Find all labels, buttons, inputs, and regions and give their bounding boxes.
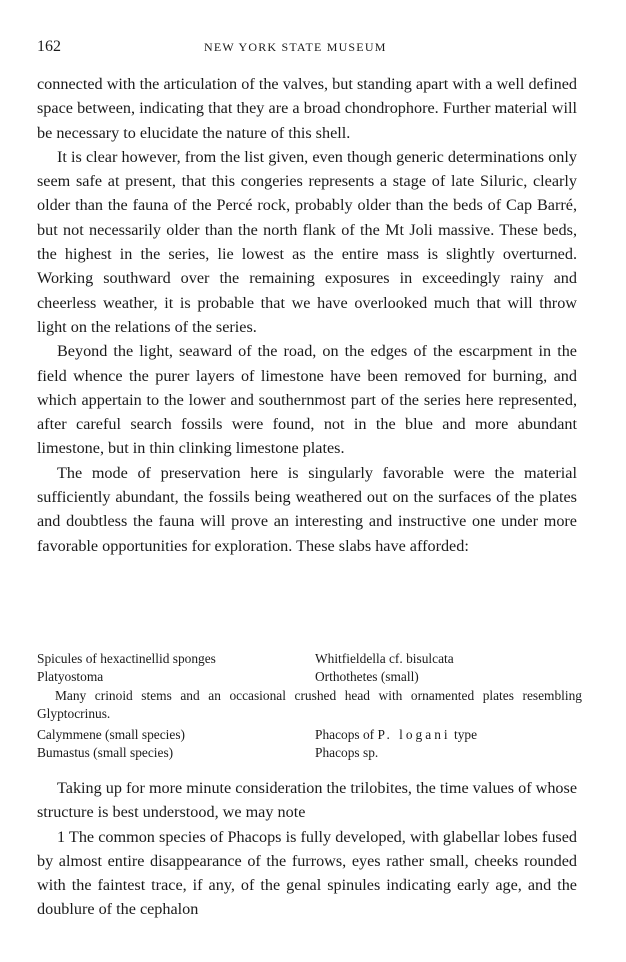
fossil-name: Orthothetes (small) [315,668,419,684]
fossil-row [37,744,582,762]
fossil-name: Whitfieldella cf. bisulcata [315,651,454,666]
fossil-name-suffix: type [450,727,478,742]
running-head: NEW YORK STATE MUSEUM [204,40,387,54]
body-text [37,72,577,558]
fossil-row [37,726,582,744]
fossil-name-prefix: Phacops [315,744,363,760]
paragraph: Beyond the light, seaward of the road, on the edges of the escarpment in the field whence the purer layers of limestone have been removed for burning, and which appertain to the lower and southernmost part of the series here represented, after careful search fossils were found, not in the blue and more abundant limestone, but in thin clinking limestone plates. [37,342,577,458]
paragraph: Taking up for more minute consideration the trilobites, the time values of whose structure is best understood, we may note [37,779,577,822]
fossil-name [315,726,582,744]
fossil-name: Calymmene (small species) [37,727,185,742]
fossil-row [37,668,582,686]
fossil-note: Many crinoid stems and an occasional crushed head with ornamented plates resembling Glyptocrinus. [37,688,582,721]
fossil-name: Bumastus (small species) [37,744,174,760]
fossil-name [315,744,582,762]
fossil-name: Platyostoma [37,668,104,684]
paragraph: It is clear however, from the list given, even though generic determinations only seem safe at present, that this congeries represents a stage of late Siluric, clearly older than the fauna of the Percé rock, probably older than the beds of Cap Barré, but not necessarily older than the north flank of the Mt Joli massive. These beds, the highest in the series, lie lowest as the entire mass is slightly overturned. Working southward over the remaining exposures in exceedingly rainy and cheerless weather, it is probable that we have overlooked much that will throw light on the relations of the series. [37,147,577,336]
closing-text [37,776,577,922]
paragraph-continued: connected with the articulation of the valves, but standing apart with a well defined space between, indicating that they are a broad chondrophore. Further material will be necessary to elucidate the nature of this shell. [37,75,577,142]
paragraph: 1 The common species of Phacops is fully developed, with glabellar lobes fused by almost entire disappearance of the furrows, eyes rather small, cheeks rounded with the faintest trace, if any, of the genal spinules indicating early age, and the doublure of the cephalon [37,827,577,919]
fossil-species-spaced: P. logani [377,727,451,742]
fossil-name-suffix: sp. [362,744,379,760]
fossil-name-prefix: Phacops of [315,727,378,742]
page-number: 162 [37,38,61,55]
fossil-row [37,650,582,668]
paragraph: The mode of preservation here is singularly favorable were the material sufficiently abundant, the fossils being weathered out on the surfaces of the plates and doubtless the fauna will prove an interesting and instructive one under more favorable opportunities for exploration. These slabs have afforded: [37,463,577,555]
fossil-name: Spicules of hexactinellid sponges [37,651,216,666]
page-header [37,38,577,58]
fossil-list [37,650,582,761]
